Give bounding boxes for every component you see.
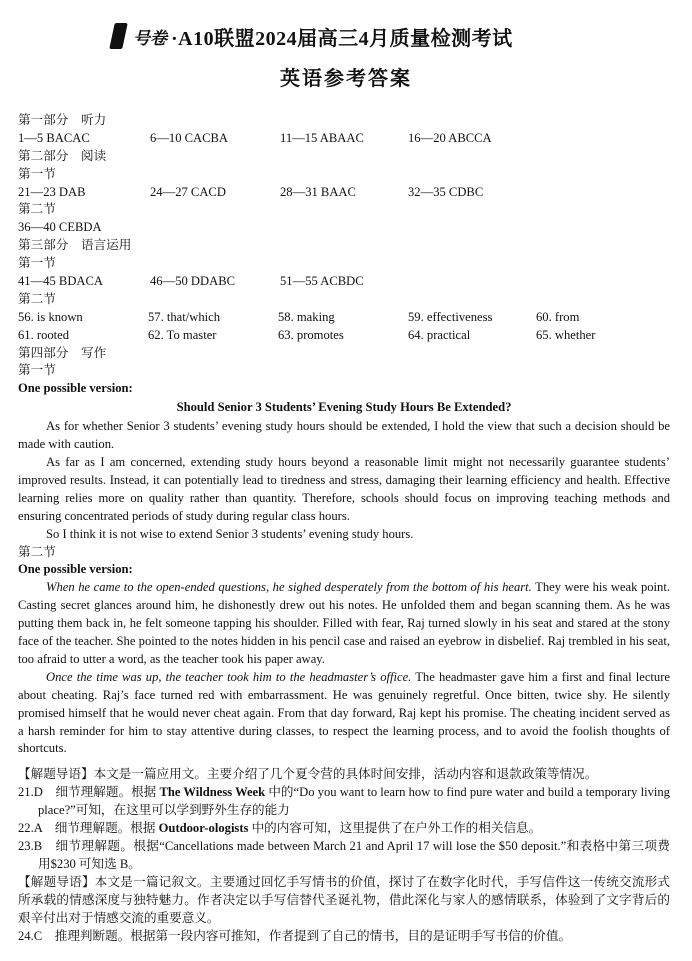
cloze-answer: 61. rooted bbox=[18, 327, 70, 342]
guide-text: 【解题导语】本文是一篇记叙文。主要通过回忆手写情书的价值，探讨了在数字化时代，手写信件这一传统交流形式所承载的情感深度与独特魅力。作者决定以手写信替代圣诞礼物，借此深化与家人的感情联系，体验到了文字背后的艰辛付出对于情感交流的重要意义。 bbox=[18, 874, 670, 925]
exam-title: ·A10联盟2024届高三4月质量检测考试 bbox=[171, 27, 513, 50]
question-analysis-21 bbox=[18, 784, 670, 820]
reading-heading: 第二部分 阅读 bbox=[18, 148, 107, 163]
answer-group: 51—55 ACBDC bbox=[280, 274, 364, 289]
essay-paragraph: As far as I am concerned, extending study hours beyond a reasonable limit might not necessarily guarantee students’ improved results. Instead, it can potentially lead to tiredness and stress, damaging their learning efficiency and health. Effective learning relies more on quality rather than quantity. Therefore, schools should focus on improving teaching methods and ensuring concentrated periods of study during regular class hours. bbox=[18, 454, 670, 523]
answer-group: 41—45 BDACA bbox=[18, 274, 104, 289]
header bbox=[112, 22, 513, 50]
analysis-text: 中的“Do you want to learn how to find pure water and build a temporary living place?”可知，在这里可以学到野外生存的能力 bbox=[38, 785, 670, 818]
cloze-answer: 63. promotes bbox=[278, 327, 344, 342]
language-use-heading: 第三部分 语言运用 bbox=[18, 238, 132, 253]
analysis-text: 中的内容可知，这里提供了在户外工作的相关信息。 bbox=[248, 821, 542, 836]
question-analysis-24: 24.C 推理判断题。根据第一段内容可推知，作者提到了自己的情书，目的是证明手写书信的价值。 bbox=[18, 928, 572, 943]
version-label: One possible version: bbox=[18, 381, 133, 396]
question-analysis-23: 23.B 细节理解题。根据“Cancellations made between March 21 and April 17 will lose the $50 deposit.”和表格中第三项费用$230 可知选 B。 bbox=[18, 838, 670, 871]
cloze-answer: 62. To master bbox=[148, 327, 217, 342]
page-subtitle: 英语参考答案 bbox=[280, 68, 412, 90]
brand-logo-icon bbox=[109, 23, 128, 49]
cloze-answer: 57. that/which bbox=[148, 309, 221, 324]
listening-heading: 第一部分 听力 bbox=[18, 113, 107, 127]
cloze-answer: 60. from bbox=[536, 309, 580, 324]
answer-group: 36—40 CEBDA bbox=[18, 220, 102, 235]
reading-section2-answers bbox=[18, 219, 670, 237]
version-label-2: One possible version: bbox=[18, 562, 133, 577]
answer-group: 46—50 DDABC bbox=[150, 274, 236, 289]
reading-section1-answers bbox=[18, 184, 670, 202]
analysis-bold-text: The Wildness Week bbox=[159, 785, 266, 800]
story-paragraph-2 bbox=[18, 669, 670, 759]
cloze-answer: 58. making bbox=[278, 309, 335, 324]
brand-name: 号卷 bbox=[133, 28, 167, 48]
language-use-section2-heading: 第二节 bbox=[18, 291, 56, 306]
cloze-answer: 56. is known bbox=[18, 309, 83, 324]
reading-section2-heading: 第二节 bbox=[18, 202, 56, 217]
story-lead-sentence: Once the time was up, the teacher took him to the headmaster’s office. bbox=[46, 669, 412, 684]
answer-group: 21—23 DAB bbox=[18, 184, 86, 199]
analysis-section bbox=[18, 766, 670, 945]
analysis-text: 22.A 细节理解题。根据 bbox=[18, 821, 159, 836]
language-use-section1-answers bbox=[18, 273, 670, 291]
answer-group: 24—27 CACD bbox=[150, 184, 226, 199]
analysis-text: 21.D 细节理解题。根据 bbox=[18, 785, 160, 800]
cloze-answer: 65. whether bbox=[536, 327, 596, 342]
answer-group: 32—35 CDBC bbox=[408, 184, 484, 199]
listening-answers bbox=[18, 130, 670, 148]
essay-paragraph: So I think it is not wise to extend Senior 3 students’ evening study hours. bbox=[46, 526, 414, 541]
story-lead-sentence: When he came to the open-ended questions, he sighed desperately from the bottom of his heart. bbox=[46, 580, 532, 595]
question-analysis-22 bbox=[18, 820, 670, 838]
cloze-answers-row-2 bbox=[18, 327, 670, 345]
writing-heading: 第四部分 写作 bbox=[18, 345, 107, 360]
writing-section2-heading: 第二节 bbox=[18, 544, 56, 559]
answer-group: 1—5 BACAC bbox=[18, 130, 90, 145]
writing-section1-heading: 第一节 bbox=[18, 363, 56, 378]
guide-text: 【解题导语】本文是一篇应用文。主要介绍了几个夏令营的具体时间安排，活动内容和退款政策等情况。 bbox=[18, 767, 598, 782]
cloze-answer: 59. effectiveness bbox=[408, 309, 493, 324]
document-body bbox=[18, 112, 670, 945]
essay-title: Should Senior 3 Students’ Evening Study Hours Be Extended? bbox=[176, 400, 512, 415]
essay-paragraph: As for whether Senior 3 students’ evening study hours should be extended, I hold the view that such a decision should be made with caution. bbox=[18, 419, 670, 452]
reading-section1-heading: 第一节 bbox=[18, 166, 56, 181]
language-use-section1-heading: 第一节 bbox=[18, 256, 56, 271]
answer-group: 6—10 CACBA bbox=[150, 130, 229, 145]
answer-group: 11—15 ABAAC bbox=[280, 130, 364, 145]
story-text: They were his weak point. Casting secret glances around him, he dishonestly drew out his notes. He unfolded them and began scanning them. As he was putting them back in, he felt someone tapping his shoulder. Filled with fear, Raj turned slowly in his seat and stared at the stony face of the teacher. She pointed to the notes hidden in his pencil case and raised an eyebrow in disbelief. Raj trembled in his seat, too afraid to utter a word, as the teacher took his paper away. bbox=[18, 580, 670, 666]
story-text: The headmaster gave him a first and final lecture about cheating. Raj’s face turned red with embarrassment. He was genuinely regretful. Once bitten, twice shy. He silently promised himself that he would never cheat again. From that day forward, Raj kept his promise. The cheating incident served as a harsh reminder for him to stay attentive during classes, to respect the learning process, and to avoid the foolish thoughts of shortcuts. bbox=[18, 669, 670, 756]
answer-group: 28—31 BAAC bbox=[280, 184, 356, 199]
cloze-answer: 64. practical bbox=[408, 327, 471, 342]
answer-group: 16—20 ABCCA bbox=[408, 130, 492, 145]
analysis-bold-text: Outdoor-ologists bbox=[158, 821, 249, 836]
cloze-answers-row-1 bbox=[18, 309, 670, 327]
story-paragraph-1 bbox=[18, 579, 670, 669]
